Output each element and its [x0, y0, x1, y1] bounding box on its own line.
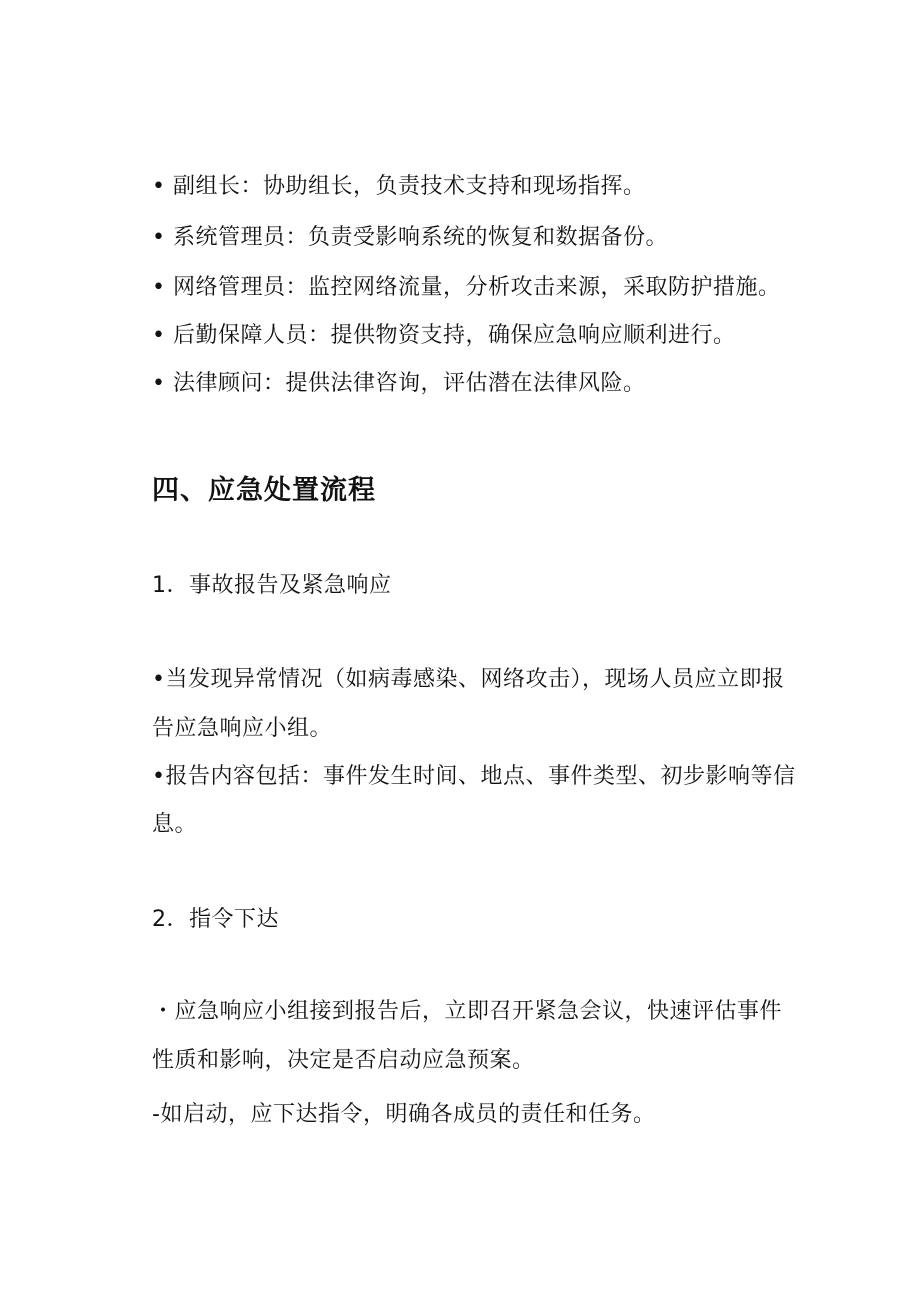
- section-title: 四、应急处置流程: [152, 475, 376, 506]
- paragraph-line: ・应急响应小组接到报告后，立即召开紧急会议，快速评估事件: [152, 999, 783, 1024]
- role-item-network-admin: • 网络管理员：监控网络流量，分析攻击来源，采取防护措施。: [152, 275, 781, 300]
- role-item-logistics: • 后勤保障人员：提供物资支持，确保应急响应顺利进行。: [152, 323, 736, 348]
- paragraph-line: •当发现异常情况（如病毒感染、网络攻击），现场人员应立即报: [152, 667, 785, 692]
- role-item-system-admin: • 系统管理员：负责受影响系统的恢复和数据备份。: [152, 225, 668, 250]
- role-item-legal-advisor: • 法律顾问：提供法律咨询，评估潜在法律风险。: [152, 371, 646, 396]
- paragraph-line: 性质和影响，决定是否启动应急预案。: [152, 1048, 535, 1073]
- subsection-title: 2．指令下达: [152, 907, 279, 932]
- subsection-title: 1．事故报告及紧急响应: [152, 573, 392, 598]
- role-item-deputy-leader: • 副组长：协助组长，负责技术支持和现场指挥。: [152, 174, 646, 199]
- paragraph-line: •报告内容包括：事件发生时间、地点、事件类型、初步影响等信: [152, 764, 796, 789]
- paragraph-line: 息。: [152, 812, 198, 837]
- paragraph-line: -如启动，应下达指令，明确各成员的责任和任务。: [152, 1102, 656, 1127]
- paragraph-line: 告应急响应小组。: [152, 716, 333, 741]
